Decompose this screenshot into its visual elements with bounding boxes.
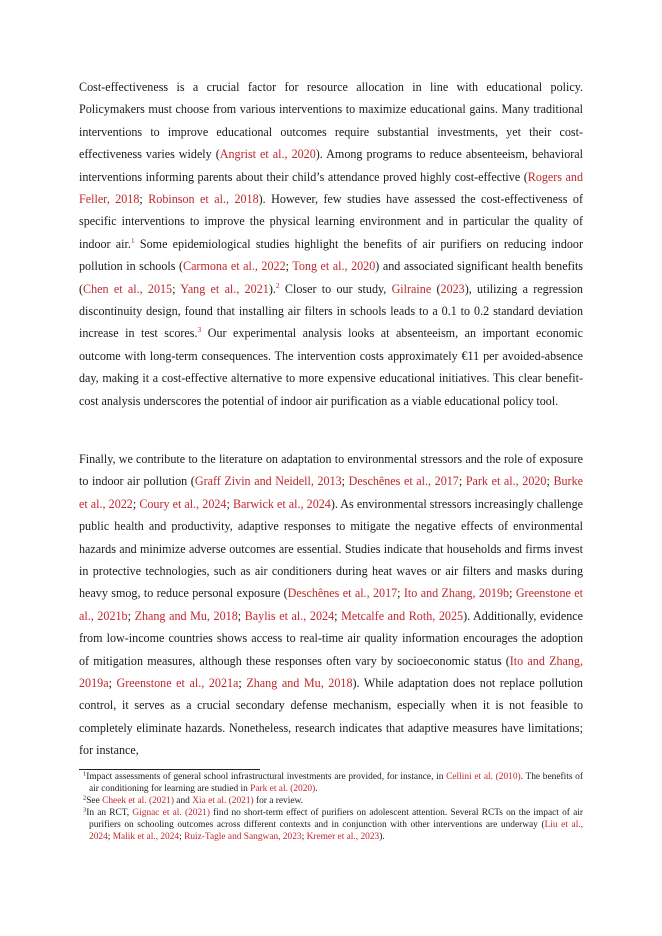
- text-run: ;: [509, 586, 516, 601]
- citation-link[interactable]: Park et al. (2020): [250, 783, 316, 794]
- text-run: ) and associated significant health benefits (: [79, 259, 584, 296]
- body-paragraph-adaptation: [79, 448, 583, 762]
- text-run: ). However, few studies have assessed the cost-effectiveness of specific interventions to improve the physical learning environment and in particular the quality of indoor air.: [79, 192, 583, 251]
- text-run: ;: [172, 281, 181, 296]
- body-paragraph-cost-effectiveness: [79, 76, 583, 412]
- citation-link[interactable]: Rogers and Feller, 2018: [79, 169, 583, 207]
- text-run: ;: [127, 608, 135, 623]
- text-run: ).: [268, 281, 276, 296]
- text-run: ;: [458, 474, 466, 489]
- text-run: Our experimental analysis looks at absenteeism, an important economic outcome with long-term consequences. The intervention costs approximately €11 per avoided-absence day, making it a cost-effective alternative to more expensive educational initiatives. This clear benefit-cost analysis underscores the potential of indoor air purification as a viable educational policy tool.: [79, 326, 583, 408]
- text-run: .: [315, 783, 318, 794]
- footnote-ref[interactable]: 1: [130, 235, 135, 245]
- text-run: ;: [107, 831, 113, 842]
- citation-link[interactable]: Park et al., 2020: [465, 474, 547, 489]
- text-run: ), utilizing a regression discontinuity design, found that installing air filters in schools leads to a 0.1 to 0.2 standard deviation increase in test scores.: [79, 281, 583, 341]
- text-run: ). Among programs to reduce absenteeism, behavioral interventions informing parents about their child’s attendance proved highly cost-effective (: [79, 147, 583, 184]
- text-run: ;: [139, 192, 149, 207]
- text-run: Cost-effectiveness is a crucial factor for resource allocation in line with educational policy. Policymakers must choose from various interventions to maximize educational gains. Many traditional interventions to improve educational outcomes require substantial investments, yet their cost-effectiveness varies widely (: [79, 80, 583, 162]
- text-run: (: [431, 281, 441, 296]
- citation-link[interactable]: Ruiz-Tagle and Sangwan, 2023: [184, 831, 302, 842]
- footnote-mark: 3: [83, 806, 87, 814]
- text-run: ;: [334, 608, 342, 623]
- footnote-3: [79, 808, 583, 843]
- citation-link[interactable]: Chen et al., 2015: [83, 281, 173, 296]
- citation-link[interactable]: Yang et al., 2021: [180, 281, 269, 296]
- citation-link[interactable]: Coury et al., 2024: [139, 496, 227, 511]
- footnote-ref[interactable]: 2: [275, 280, 280, 290]
- text-run: ;: [238, 676, 247, 691]
- text-run: and: [173, 795, 193, 806]
- text-run: ).: [379, 831, 385, 842]
- citation-link[interactable]: Zhang and Mu, 2018: [246, 676, 353, 691]
- text-run: ). Additionally, evidence from low-income countries shows access to real-time air quality information encourages the adoption of mitigation measures, although these responses often vary by socioeconomic status (: [79, 608, 583, 668]
- text-run: Finally, we contribute to the literature on adaptation to environmental stressors and the role of exposure to indoor air pollution (: [79, 452, 583, 489]
- text-run: ;: [237, 608, 245, 623]
- text-run: ;: [397, 586, 404, 601]
- citation-link[interactable]: Metcalfe and Roth, 2025: [341, 608, 464, 623]
- citation-link[interactable]: Liu et al., 2024: [89, 819, 583, 842]
- citation-link[interactable]: Gilraine: [391, 281, 432, 296]
- footnote-mark: 1: [83, 770, 87, 778]
- citation-link[interactable]: 2023: [440, 281, 465, 296]
- footnotes: [79, 772, 583, 844]
- citation-link[interactable]: Ito and Zhang, 2019b: [403, 586, 510, 601]
- text-run: ;: [108, 676, 117, 691]
- text-run: ). As environmental stressors increasingly challenge public health and productivity, adaptive responses to mitigate the negative effects of environmental hazards and minimize adverse outcomes are essential. Studies indicate that households and firms invest in protective technologies, such as air conditioners during heat waves or air filters and masks during heavy smog, to reduce personal exposure (: [79, 496, 584, 601]
- footnote-mark: 2: [83, 794, 87, 802]
- citation-link[interactable]: Malik et al., 2024: [112, 831, 180, 842]
- text-run: In an RCT,: [86, 808, 133, 819]
- citation-link[interactable]: Gignac et al. (2021): [132, 808, 210, 819]
- text-run: ;: [546, 474, 554, 489]
- text-run: for a review.: [253, 795, 303, 806]
- citation-link[interactable]: Robinson et al., 2018: [148, 192, 259, 207]
- citation-link[interactable]: Ito and Zhang, 2019a: [79, 653, 583, 691]
- citation-link[interactable]: Graff Zivin and Neidell, 2013: [194, 474, 342, 489]
- citation-link[interactable]: Cellini et al. (2010): [446, 772, 521, 782]
- text-run: ). While adaptation does not replace pollution control, it serves as a crucial secondary defense mechanism, especially when it is not feasible to completely eliminate hazards. Nonetheless, research indicates that adaptive measures have limitations; for instance,: [79, 676, 583, 758]
- citation-link[interactable]: Angrist et al., 2020: [219, 147, 316, 162]
- text-run: ;: [132, 496, 140, 511]
- text-run: ;: [341, 474, 349, 489]
- footnote-ref[interactable]: 3: [197, 325, 202, 335]
- citation-link[interactable]: Zhang and Mu, 2018: [134, 608, 238, 623]
- citation-link[interactable]: Deschênes et al., 2017: [348, 474, 459, 489]
- footnote-divider: [79, 769, 260, 770]
- text-run: . The benefits of air conditioning for learning are studied in: [89, 772, 583, 794]
- citation-link[interactable]: Tong et al., 2020: [292, 259, 376, 274]
- citation-link[interactable]: Kremer et al., 2023: [306, 831, 380, 842]
- citation-link[interactable]: Baylis et al., 2024: [244, 608, 335, 623]
- citation-link[interactable]: Burke et al., 2022: [79, 474, 583, 511]
- text-run: Impact assessments of general school infrastructural investments are provided, for instance, in: [86, 772, 447, 782]
- text-run: ;: [179, 831, 185, 842]
- citation-link[interactable]: Cheek et al. (2021): [102, 795, 174, 806]
- citation-link[interactable]: Carmona et al., 2022: [183, 259, 286, 274]
- citation-link[interactable]: Greenstone et al., 2021b: [79, 586, 583, 623]
- footnote-2: [79, 796, 583, 808]
- text-run: Closer to our study,: [279, 281, 392, 296]
- text-run: Some epidemiological studies highlight the benefits of air purifiers on reducing indoor pollution in schools (: [79, 236, 583, 274]
- citation-link[interactable]: Deschênes et al., 2017: [287, 586, 398, 601]
- text-run: ;: [301, 831, 307, 842]
- footnote-1: [79, 772, 583, 795]
- text-run: find no short-term effect of purifiers on adolescent attention. Several RCTs on the impact of air purifiers on schooling outcomes across different contexts and in conjunction with other interventions are underway (: [89, 808, 583, 830]
- citation-link[interactable]: Xia et al. (2021): [192, 795, 254, 806]
- text-run: ;: [226, 496, 233, 511]
- text-run: See: [86, 795, 103, 806]
- citation-link[interactable]: Greenstone et al., 2021a: [116, 676, 239, 691]
- text-run: ;: [285, 259, 293, 274]
- citation-link[interactable]: Barwick et al., 2024: [232, 496, 331, 511]
